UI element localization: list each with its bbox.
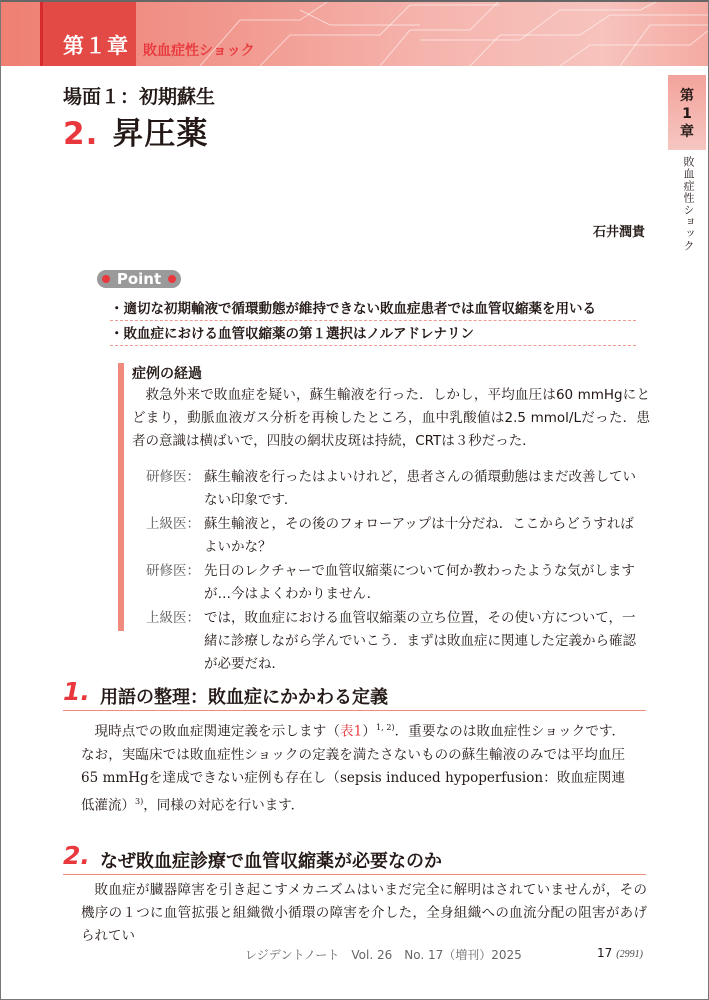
scene-label: 場面１：初期蘇生 [63, 86, 216, 108]
side-tab-char: 第 [680, 88, 694, 104]
table-reference-link[interactable]: 表1 [339, 723, 363, 740]
page-title [63, 108, 208, 153]
speaker: 上級医： [146, 610, 200, 626]
citation: 3) [135, 796, 144, 806]
section-heading-2 [63, 841, 646, 875]
utterance: 蘇生輸液と，その後のフォローアップは十分だね．ここからどうすればよいかな？ [204, 516, 634, 555]
total-page: (2991) [616, 949, 643, 960]
utterance: 先日のレクチャーで血管収縮薬について何か教わったような気がしますが…今はよくわかりません． [204, 563, 635, 602]
section-1-paragraph [59, 716, 625, 817]
utterance: 蘇生輸液を行ったはよいけれど，患者さんの循環動態はまだ改善していない印象です． [204, 469, 636, 508]
speaker: 上級医： [146, 516, 200, 532]
dialog-line [146, 607, 646, 676]
side-tab-char: 1 [682, 106, 692, 122]
section-number: 1. [63, 677, 90, 706]
page-number [597, 946, 643, 960]
dialog-line [146, 466, 646, 512]
speaker: 研修医： [146, 563, 200, 579]
section-number: 2. [63, 841, 90, 870]
speaker: 研修医： [146, 469, 200, 485]
section-title: なぜ敗血症診療で血管収縮薬が必要なのか [100, 851, 442, 872]
dialog-line [146, 560, 646, 606]
case-box [118, 363, 650, 672]
case-title: 症例の経過 [132, 366, 202, 382]
author: 石井潤貴 [592, 225, 645, 240]
chapter-label-block [40, 0, 136, 66]
text: ．重要なのは敗血症性ショックです．なお，実臨床では敗血症性ショックの定義を満たさないものの蘇生輸液のみでは平均血圧65 mmHgを達成できない症例も存在し（sepsis induced hypoperfusion：敗血症関連低灌流） [81, 723, 626, 813]
utterance: では，敗血症における血管収縮薬の立ち位置，その使い方について，一緒に診療しながら学んでいこう．まずは敗血症に関連した定義から確認が必要だね． [204, 610, 636, 672]
chapter-title: 敗血症性ショック [143, 43, 255, 59]
text: ，同様の対応を行います． [143, 797, 305, 813]
citation: 1, 2) [376, 723, 395, 732]
point-item: ・適切な初期輸液で循環動態が維持できない敗血症患者では血管収縮薬を用いる [110, 297, 636, 321]
chapter-number: 第１章 [63, 34, 129, 58]
section-title: 用語の整理：敗血症にかかわる定義 [100, 687, 388, 708]
text: 現時点での敗血症関連定義を示します（ [94, 723, 340, 740]
dialog-line [146, 513, 646, 559]
journal-footer: レジデントノート Vol. 26 No. 17（増刊）2025 [245, 948, 522, 962]
side-tab-char: 章 [680, 124, 694, 140]
point-badge: Point [97, 270, 181, 288]
case-body: 救急外来で敗血症を疑い，蘇生輸液を行った．しかし，平均血圧は60 mmHgにとどまり，動脈血液ガス分析を再検したところ，血中乳酸値は2.5 mmol/Lだった．患者の意識は横ばいで，四肢の網状皮斑は持続，CRTは３秒だった． [132, 387, 650, 449]
point-item: ・敗血症における血管収縮薬の第１選択はノルアドレナリン [110, 322, 636, 346]
text: ） [362, 723, 376, 740]
section-2-paragraph: 敗血症が臓器障害を引き起こすメカニズムはいまだ完全に解明はされていませんが，その機序の１つに血管拡張と組織微小循環の障害を介した，全身組織への血流分配の阻害があげられてい [81, 882, 647, 944]
title-number: 2. [63, 116, 99, 152]
side-chapter-title: 敗血症性ショック [682, 156, 695, 252]
page: 17 [597, 946, 613, 960]
section-heading-1 [63, 677, 646, 711]
side-chapter-tab [668, 75, 706, 150]
title-text: 昇圧薬 [112, 116, 209, 152]
